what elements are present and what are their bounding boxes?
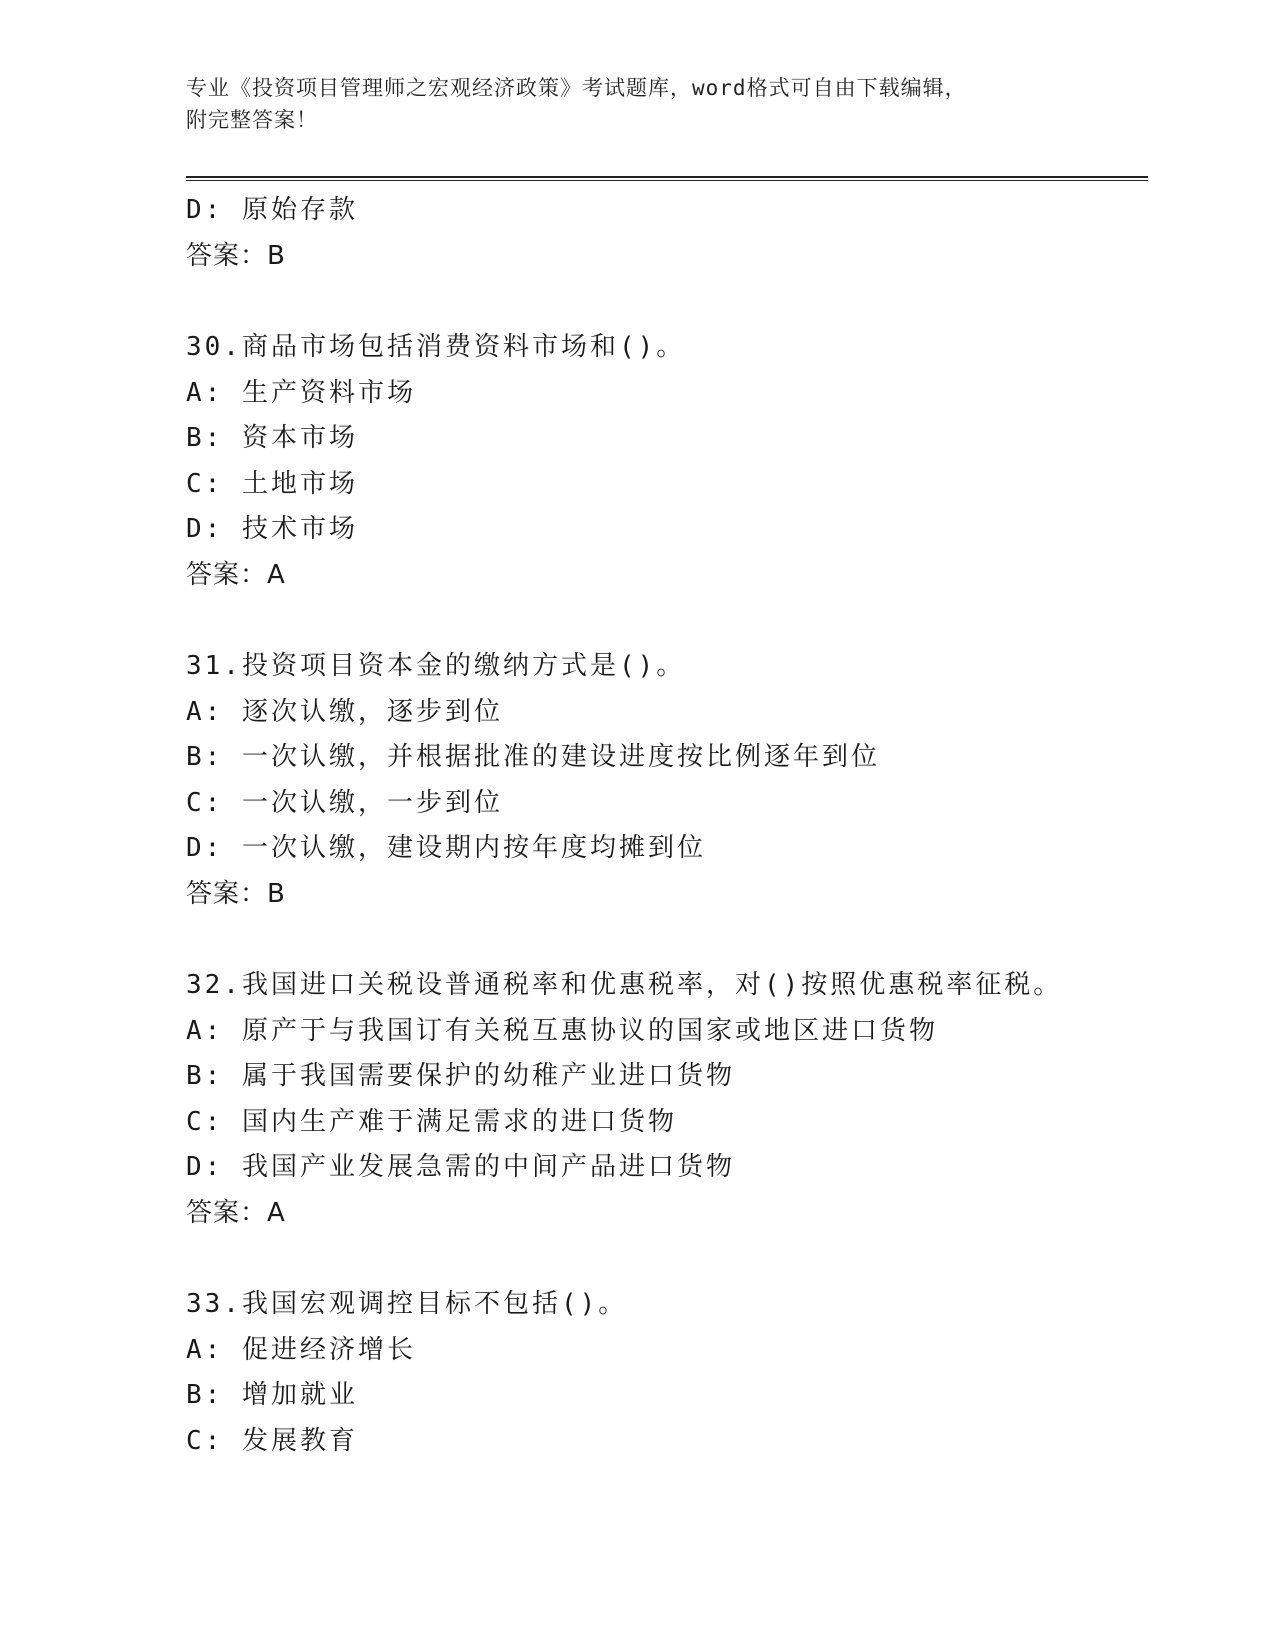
option-b: B: 增加就业	[186, 1380, 358, 1410]
answer: 答案：B	[186, 240, 286, 271]
header-divider	[186, 176, 1148, 181]
document-header	[186, 72, 1086, 136]
question-stem: 30.商品市场包括消费资料市场和()。	[186, 332, 686, 362]
option-d: D: 一次认缴，建设期内按年度均摊到位	[186, 833, 706, 863]
question-31	[186, 644, 1148, 917]
option-b: B: 属于我国需要保护的幼稚产业进口货物	[186, 1061, 735, 1091]
option-d: D: 技术市场	[186, 514, 358, 544]
question-30	[186, 325, 1148, 598]
option-b: B: 一次认缴，并根据批准的建设进度按比例逐年到位	[186, 742, 880, 772]
header-line-1: 专业《投资项目管理师之宏观经济政策》考试题库，word格式可自由下载编辑，	[186, 76, 967, 100]
option-c: C: 发展教育	[186, 1425, 358, 1456]
option-c: C: 国内生产难于满足需求的进口货物	[186, 1106, 677, 1137]
question-stem: 31.投资项目资本金的缴纳方式是()。	[186, 651, 686, 681]
option-c: C: 土地市场	[186, 468, 358, 499]
answer: 答案：A	[186, 559, 286, 590]
answer: 答案：A	[186, 1197, 286, 1228]
answer: 答案：B	[186, 878, 286, 909]
header-line-2: 附完整答案！	[186, 108, 318, 132]
question-list	[186, 188, 1148, 1464]
option-c: C: 一次认缴，一步到位	[186, 787, 503, 818]
option-d: D: 原始存款	[186, 195, 358, 225]
option-a: A: 逐次认缴，逐步到位	[186, 696, 503, 727]
question-stem: 32.我国进口关税设普通税率和优惠税率，对()按照优惠税率征税。	[186, 970, 1063, 1000]
option-d: D: 我国产业发展急需的中间产品进口货物	[186, 1152, 735, 1182]
option-a: A: 促进经济增长	[186, 1334, 416, 1365]
option-a: A: 生产资料市场	[186, 377, 416, 408]
option-a: A: 原产于与我国订有关税互惠协议的国家或地区进口货物	[186, 1015, 938, 1046]
question-33	[186, 1282, 1148, 1464]
question-stem: 33.我国宏观调控目标不包括()。	[186, 1289, 628, 1319]
question-32	[186, 963, 1148, 1236]
option-b: B: 资本市场	[186, 423, 358, 453]
